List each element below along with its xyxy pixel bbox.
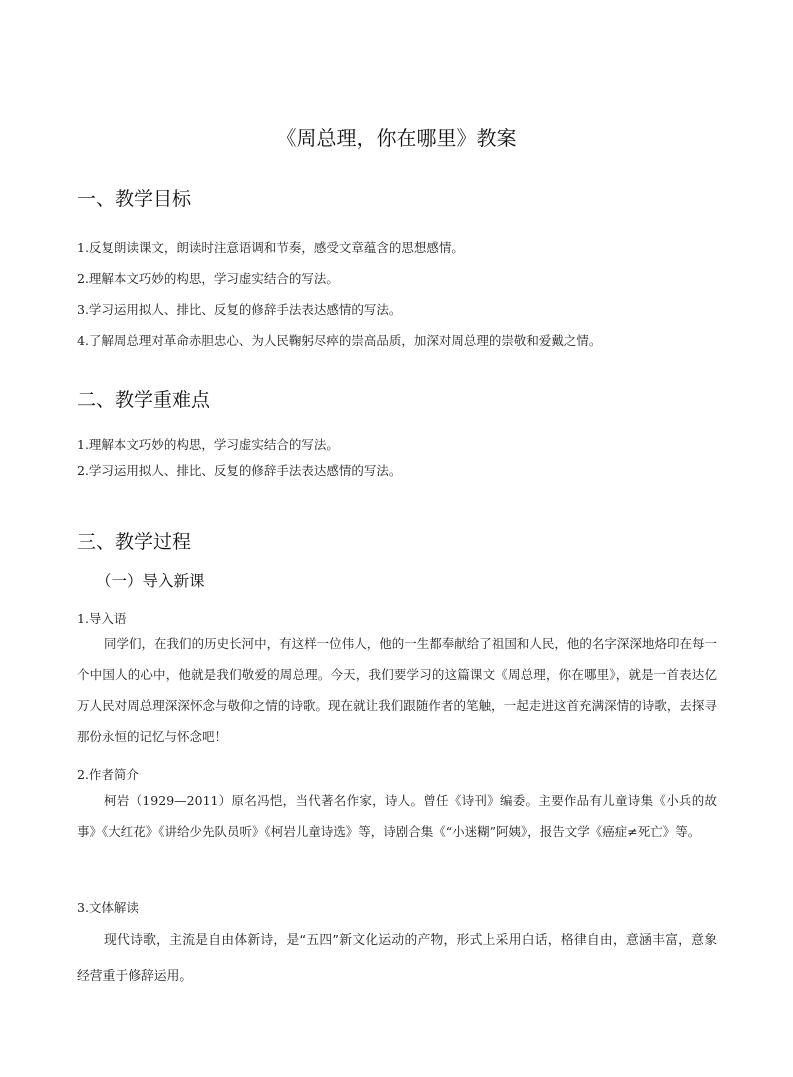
paragraph-genre: 现代诗歌，主流是自由体新诗，是“五四”新文化运动的产物，形式上采用白话，格律自由，意涵丰富，意象经营重于修辞运用。 [77, 933, 717, 984]
objective-item-2: 2.理解本文巧妙的构思，学习虚实结合的写法。 [77, 271, 339, 286]
objective-item-4: 4.了解周总理对革命赤胆忠心、为人民鞠躬尽瘁的崇高品质，加深对周总理的崇敬和爱戴之情。 [77, 333, 602, 348]
key-point-item-1: 1.理解本文巧妙的构思，学习虚实结合的写法。 [77, 437, 339, 452]
paragraph-label-author: 2.作者简介 [77, 767, 139, 782]
paragraph-label-intro: 1.导入语 [77, 611, 127, 626]
paragraph-label-genre: 3.文体解读 [77, 900, 139, 915]
key-point-item-2: 2.学习运用拟人、排比、反复的修辞手法表达感情的写法。 [77, 463, 402, 478]
document-title: 《周总理，你在哪里》教案 [276, 126, 517, 150]
section-heading-objectives: 一、教学目标 [77, 188, 192, 210]
paragraph-author: 柯岩（1929—2011）原名冯恺，当代著名作家，诗人。曾任《诗刊》编委。主要作品有儿童诗集《小兵的故事》《大红花》《讲给少先队员听》《柯岩儿童诗选》等，诗剧合集《“小迷糊”阿姨》，报告文学《癌症≠死亡》等。 [77, 793, 717, 839]
section-heading-process: 三、教学过程 [77, 531, 192, 553]
subsection-heading-intro: （一）导入新课 [96, 572, 205, 590]
section-heading-key-points: 二、教学重难点 [77, 389, 211, 411]
objective-item-3: 3.学习运用拟人、排比、反复的修辞手法表达感情的写法。 [77, 302, 402, 317]
objective-item-1: 1.反复朗读课文，朗读时注意语调和节奏，感受文章蕴含的思想感情。 [77, 240, 464, 255]
paragraph-intro: 同学们，在我们的历史长河中，有这样一位伟人，他的一生都奉献给了祖国和人民，他的名字深深地烙印在每一个中国人的心中，他就是我们敬爱的周总理。今天，我们要学习的这篇课文《周总理，你在哪里》，就是一首表达亿万人民对周总理深深怀念与敬仰之情的诗歌。现在就让我们跟随作者的笔触，一起走进这首充满深情的诗歌，去探寻那份永恒的记忆与怀念吧！ [77, 636, 717, 744]
